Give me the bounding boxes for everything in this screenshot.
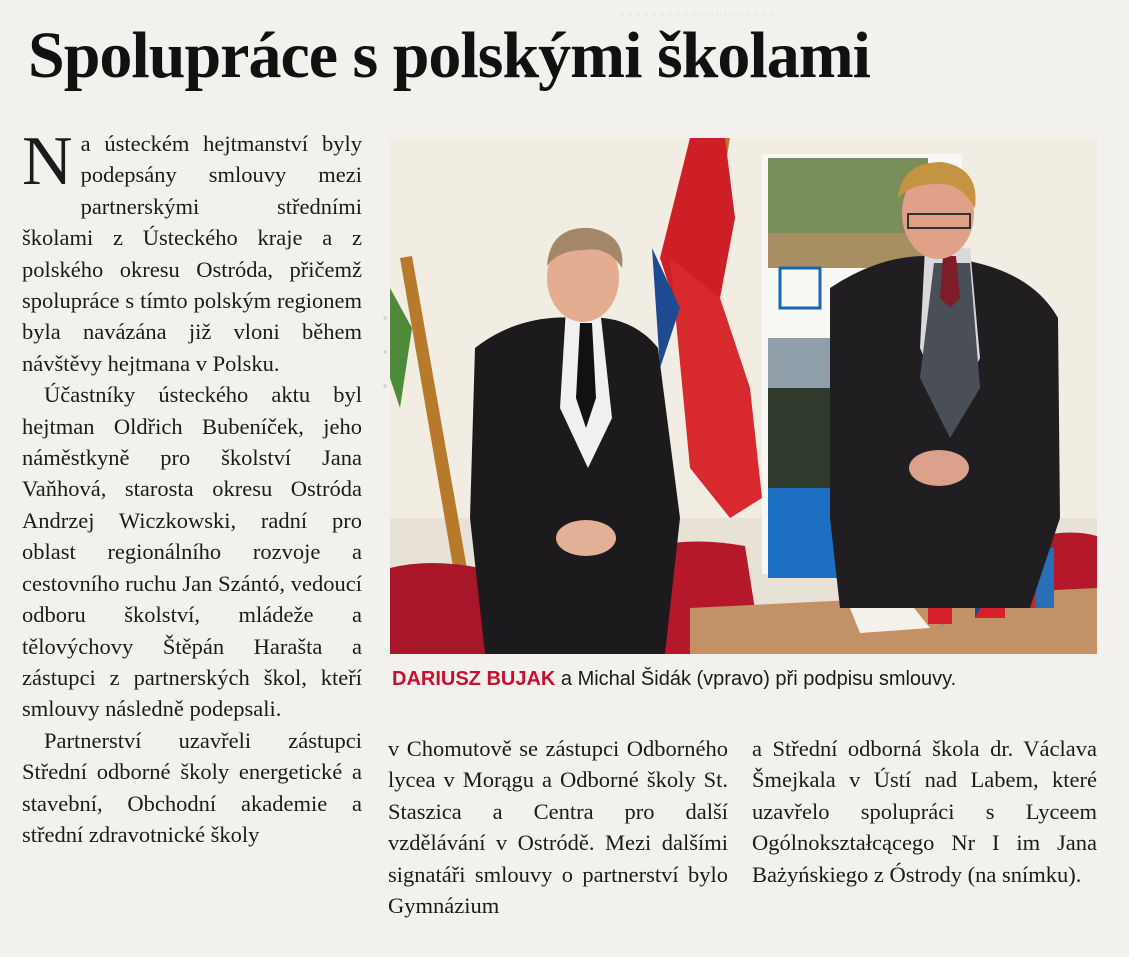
paragraph-1: [22, 123, 362, 379]
article-column-3: [752, 733, 1097, 890]
caption-credit: DARIUSZ BUJAK: [392, 668, 556, 690]
paragraph-5: a Střední odborná škola dr. Václava Šmejkala v Ústí nad Labem, které uzavřelo spolupráci s Lyceem Ogólnokształcącego Nr I im Jana Bażyńskiego z Óstrody (na snímku).: [752, 736, 1097, 887]
article-column-2: [388, 733, 728, 921]
bleed-text: · · · · · · · · · · · · · · · · · · · ·: [620, 6, 776, 21]
paragraph-4: v Chomutově se zástupci Odborného lycea v Morągu a Odborné školy St. Staszica a Centra pro další vzdělávání v Ostródě. Mezi dalšími signatáři smlouvy o partnerství bylo Gymnázium: [388, 736, 728, 919]
article-column-1: [22, 123, 362, 850]
bleed-text: · ·: [470, 110, 474, 138]
article-photo: [390, 138, 1097, 654]
paragraph-2: Účastníky ústeckého aktu byl hejtman Oldřich Bubeníček, jeho náměstkyně pro školství Jana Vaňhová, starosta okresu Ostróda Andrzej Wiczkowski, radní pro oblast regionálního rozvoje a cestovního ruchu Jan Szántó, vedoucí odboru školství, mládeže a tělovýchovy Štěpán Harašta a zástupci z partnerských škol, kteří smlouvy následně podepsali.: [22, 382, 362, 722]
caption-text: a Michal Šidák (vpravo) při podpisu smlouvy.: [555, 668, 957, 690]
headline: Spolupráce s polskými školami: [28, 19, 871, 92]
paragraph-1-text: a ústeckém hejtmanství byly podepsány smlouvy mezi partnerskými středními školami z Ústeckého kraje a z polského okresu Ostróda, přičemž spolupráce s tímto polským regionem byla navázána již vloni během návštěvy hejtmana v Polsku.: [22, 131, 362, 376]
drop-cap: N: [22, 123, 73, 200]
photo-icon: [390, 138, 1097, 654]
photo-caption: [392, 666, 1102, 692]
paragraph-3: Partnerství uzavřeli zástupci Střední odborné školy energetické a stavební, Obchodní akademie a střední zdravotnické školy: [22, 727, 362, 847]
bleed-text: · · ·: [380, 300, 390, 401]
